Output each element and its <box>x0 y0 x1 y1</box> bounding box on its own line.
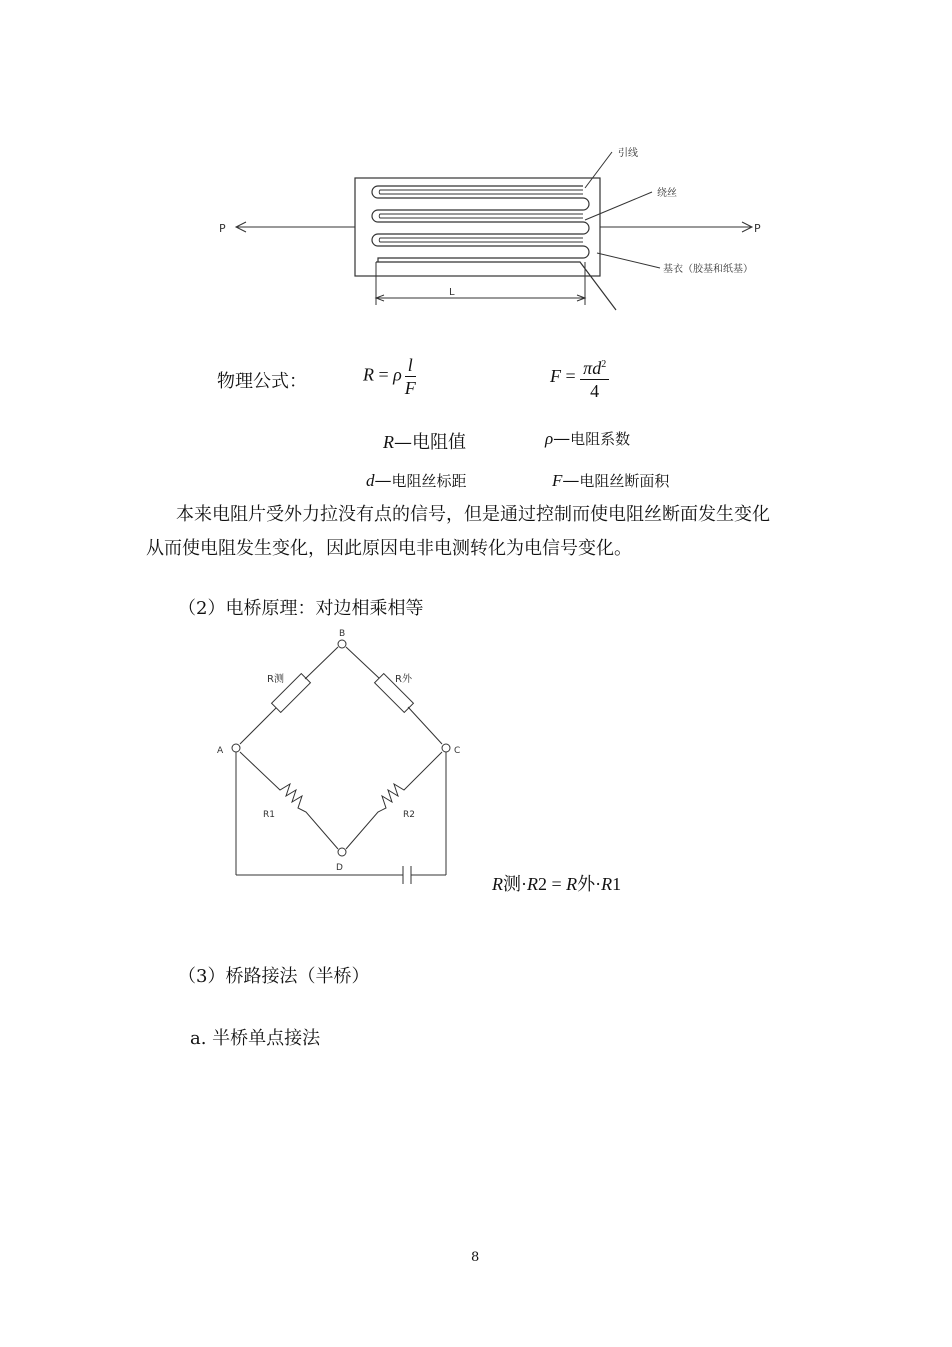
resistor-r2-zigzag <box>346 752 442 849</box>
def-f-dash: — <box>562 471 580 491</box>
def-rho-dash: — <box>553 429 571 449</box>
eq-r1-r: R <box>601 874 613 894</box>
area-lhs: F <box>550 366 561 387</box>
left-force-label: P <box>219 222 226 235</box>
def-f-text: 电阻丝断面积 <box>579 472 670 490</box>
def-r-symbol: R <box>383 432 394 452</box>
eq-r1-num: 1 <box>612 874 622 894</box>
section-a-heading: a. 半桥单点接法 <box>190 1028 321 1049</box>
length-label: L <box>449 287 455 298</box>
wire-a-rmeasure <box>240 707 277 744</box>
resistance-lhs: R <box>363 364 374 385</box>
eq-equals: = <box>551 874 562 894</box>
backing-label: 基衣（胶基和纸基） <box>663 264 753 275</box>
area-eq: = <box>565 366 576 387</box>
def-r-text: 电阻值 <box>412 432 466 453</box>
r1-label: R1 <box>263 810 275 820</box>
page-number: 8 <box>471 1250 480 1265</box>
node-a-circle <box>232 744 240 752</box>
r2-label: R2 <box>403 810 415 820</box>
node-b-label: B <box>339 629 346 639</box>
area-exponent: 2 <box>601 359 607 370</box>
eq-outer: 外 <box>577 874 596 894</box>
right-force-label: P <box>754 222 761 235</box>
section3-heading: （3）桥路接法（半桥） <box>178 966 370 987</box>
bridge-equation <box>492 870 621 896</box>
area-pi: π <box>583 358 593 378</box>
def-d-dash: — <box>374 471 392 491</box>
def-rho-symbol: ρ <box>545 429 554 448</box>
wire-b-router <box>346 647 380 679</box>
eq-dot-1: · <box>521 874 527 894</box>
eq-r2-num: 2 <box>538 874 547 894</box>
node-a-label: A <box>217 746 224 756</box>
eq-measure: 测 <box>503 874 521 894</box>
def-d-symbol: d <box>366 471 375 490</box>
grid-wire-label: 绕丝 <box>657 188 677 199</box>
def-r-dash: — <box>394 432 412 453</box>
resistance-rho: ρ <box>393 364 402 385</box>
node-d-label: D <box>336 863 343 873</box>
paragraph-line-2: 从而使电阻发生变化，因此原因电非电测转化为电信号变化。 <box>146 538 632 559</box>
paragraph-line-1: 本来电阻片受外力拉没有点的信号，但是通过控制而使电阻丝断面发生变化 <box>176 504 770 525</box>
node-c-circle <box>442 744 450 752</box>
def-rho-text: 电阻系数 <box>570 430 631 448</box>
bridge-heading: （2）电桥原理：对边相乘相等 <box>178 598 424 619</box>
resistance-numerator: l <box>405 355 416 377</box>
r-measure-label: R测 <box>267 674 284 685</box>
resistance-denominator: F <box>404 378 416 398</box>
wire-router-c <box>408 707 442 744</box>
area-d: d <box>592 358 602 378</box>
eq-r2-r: R <box>527 874 538 894</box>
r-outer-label: R外 <box>395 674 412 685</box>
wire-rmeasure-b <box>305 647 338 679</box>
eq-dot-2: · <box>595 874 602 894</box>
def-f-symbol: F <box>552 471 563 490</box>
area-denominator: 4 <box>590 381 600 401</box>
formula-label: 物理公式： <box>217 371 307 392</box>
resistor-r1-zigzag <box>240 752 338 849</box>
eq-r-measure: R <box>492 874 503 894</box>
lead-wire-label: 引线 <box>618 148 638 159</box>
node-d-circle <box>338 848 346 856</box>
resistance-eq: = <box>378 364 389 385</box>
eq-r-outer: R <box>566 874 578 894</box>
node-c-label: C <box>454 746 461 756</box>
def-d-text: 电阻丝标距 <box>391 472 467 490</box>
node-b-circle <box>338 640 346 648</box>
